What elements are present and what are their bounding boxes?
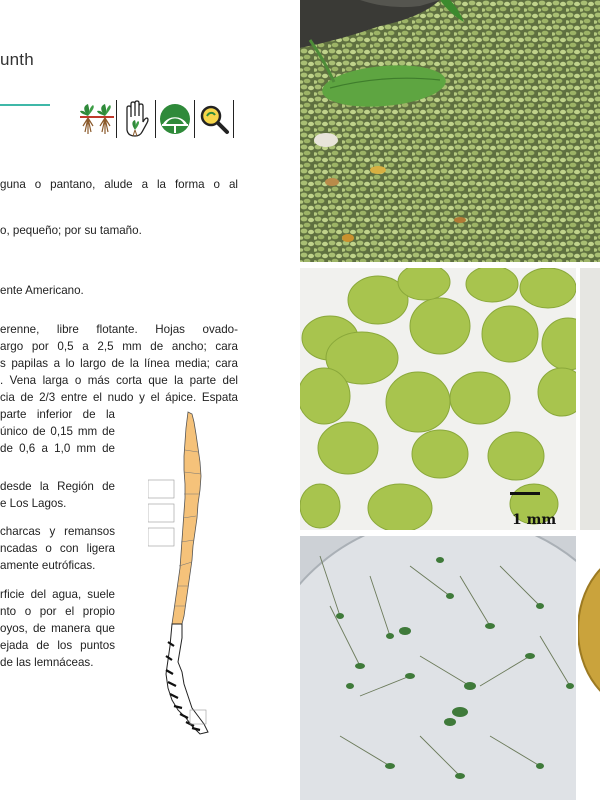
dispersal-line-4: ejada de los puntos — [0, 639, 115, 652]
description-line-3: s papilas a lo largo de la línea media; cara — [0, 357, 238, 370]
species-author-title: unth — [0, 50, 34, 69]
plant-roots-icon — [78, 99, 116, 139]
habitat-photo — [300, 0, 600, 262]
description-line-8: de 0,6 a 1,0 mm de — [0, 442, 115, 455]
hand-plant-icon — [117, 99, 155, 139]
description-line-7: único de 0,15 mm de — [0, 425, 115, 438]
dispersal-line-3: oyos, de manera que — [0, 622, 115, 635]
chile-distribution-map — [148, 410, 216, 740]
etymology-line-1: guna o pantano, alude a la forma o al — [0, 178, 238, 191]
coin-photo-edge — [578, 550, 600, 710]
habitat-line-1: charcas y remansos — [0, 525, 115, 538]
accent-rule — [0, 104, 50, 106]
description-line-4: . Vena larga o más corta que la parte del — [0, 374, 238, 387]
dispersal-line-1: rficie del agua, suele — [0, 588, 115, 601]
etymology-line-2: o, pequeño; por su tamaño. — [0, 224, 142, 237]
frond-closeup-photo — [300, 268, 576, 530]
petri-dish-photo — [300, 536, 576, 800]
adjacent-photo-edge — [580, 268, 600, 530]
habitat-line-3: amente eutróficas. — [0, 559, 96, 572]
description-line-1: erenne, libre flotante. Hojas ovado- — [0, 323, 238, 336]
distribution-line-2: e Los Lagos. — [0, 497, 67, 510]
icon-strip — [78, 99, 234, 139]
magnifier-icon — [195, 99, 233, 139]
origin-line: ente Americano. — [0, 284, 84, 297]
distribution-line-1: desde la Región de — [0, 480, 115, 493]
description-line-5: cia de 2/3 entre el nudo y el ápice. Espata — [0, 391, 238, 404]
dispersal-line-2: nto o por el propio — [0, 605, 115, 618]
sun-horizon-icon — [156, 99, 194, 139]
scale-bar-label: 1 mm — [512, 512, 557, 528]
description-line-6: parte inferior de la — [0, 408, 115, 421]
icon-divider — [233, 100, 234, 138]
habitat-line-2: ncadas o con ligera — [0, 542, 115, 555]
dispersal-line-5: de las lemnáceas. — [0, 656, 94, 669]
description-line-2: argo por 0,5 a 2,5 mm de ancho; cara — [0, 340, 238, 353]
